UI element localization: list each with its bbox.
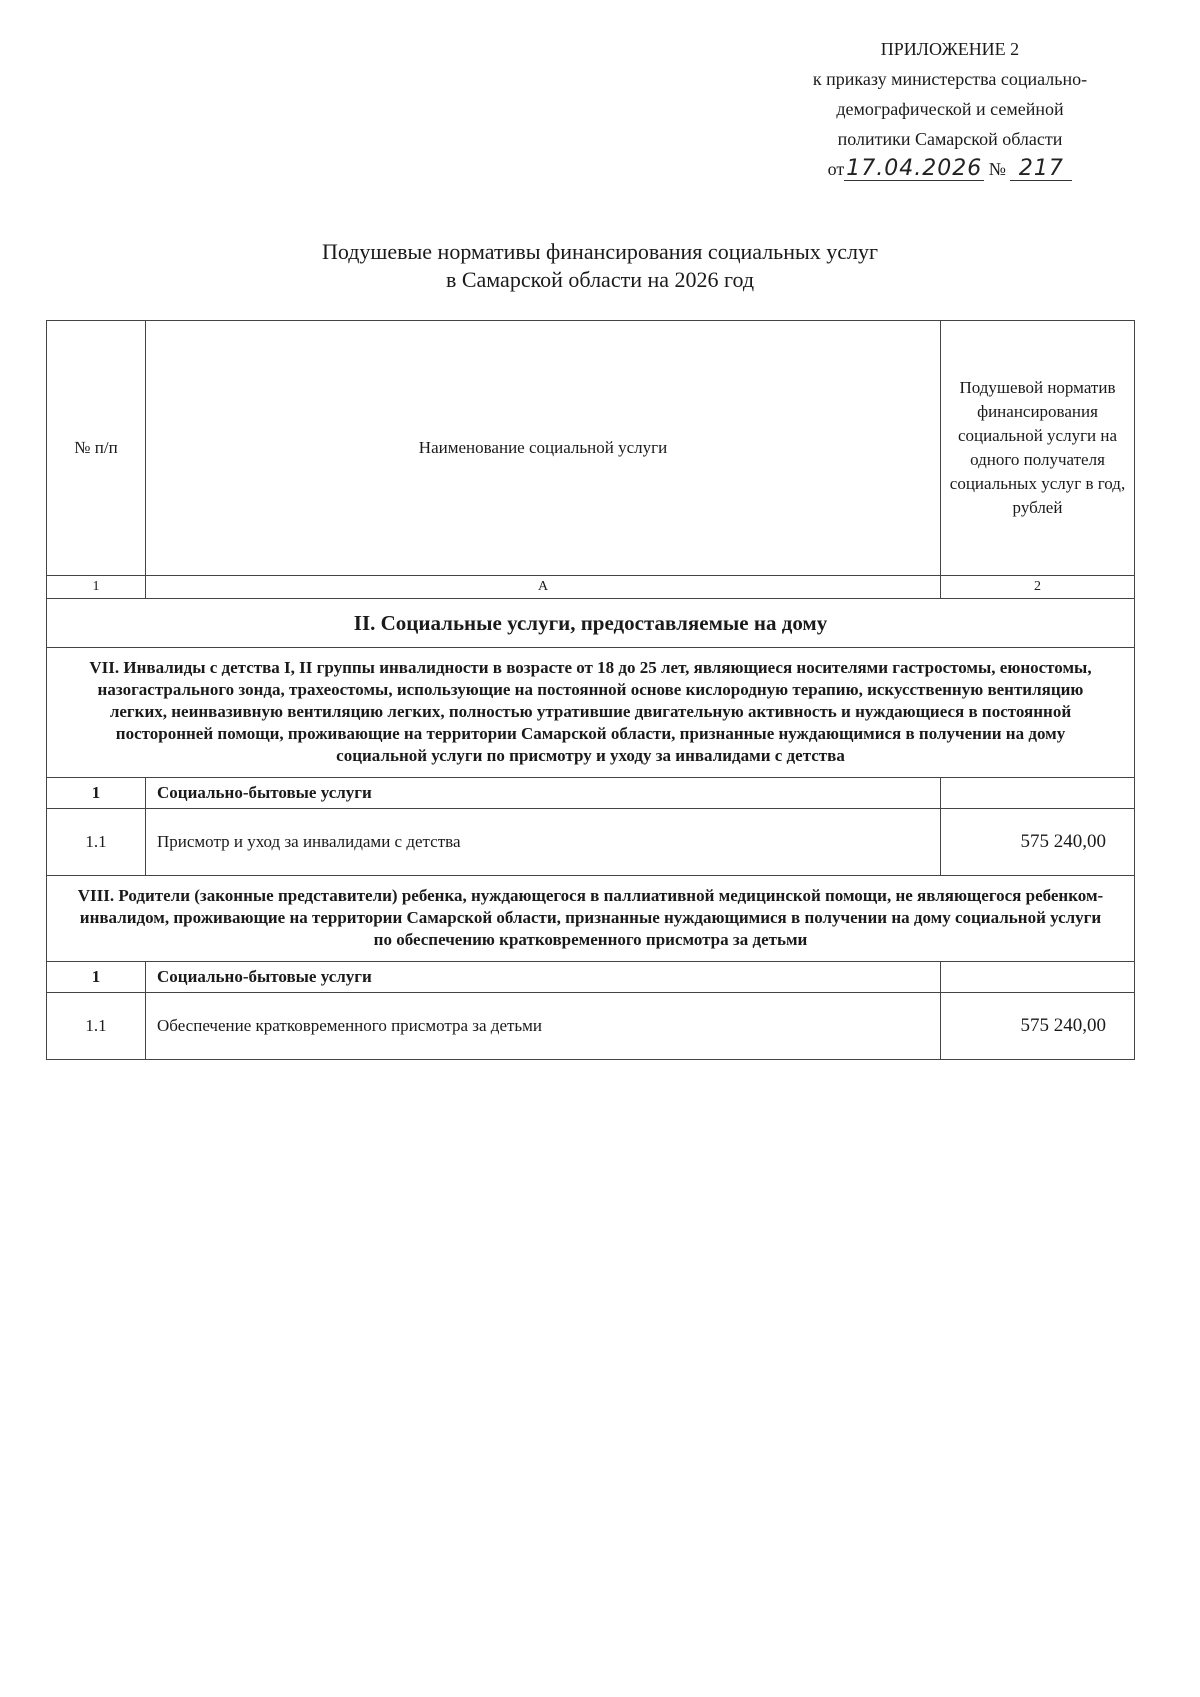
column-number-row xyxy=(47,576,1135,599)
category-row xyxy=(47,778,1135,809)
document-title xyxy=(0,238,1200,294)
section-row xyxy=(47,599,1135,648)
service-row xyxy=(47,993,1135,1060)
header-service-name: Наименование социальной услуги xyxy=(146,321,941,576)
service-number: 1.1 xyxy=(47,809,146,876)
appendix-line: к приказу министерства социально- xyxy=(812,69,1088,89)
category-row xyxy=(47,962,1135,993)
category-name: Социально-бытовые услуги xyxy=(146,778,941,809)
column-number: А xyxy=(146,576,941,599)
header-norm: Подушевой норматив финансирования социальной услуги на одного получателя социальных услуг в год, рублей xyxy=(941,321,1135,576)
number-prefix: № xyxy=(988,159,1006,179)
service-value: 575 240,00 xyxy=(941,993,1135,1060)
handwritten-number: 217 xyxy=(1010,158,1072,181)
title-line-1: Подушевые нормативы финансирования социальных услуг xyxy=(321,239,879,264)
group-row xyxy=(47,876,1135,962)
group-title: VIII. Родители (законные представители) ребенка, нуждающегося в паллиативной медицинской помощи, не являющегося ребенком-инвалидом, проживающие на территории Самарской области, признанные нуждающимися в получении на дому социальной услуги по обеспечению кратковременного присмотра за детьми xyxy=(47,876,1135,962)
service-name: Присмотр и уход за инвалидами с детства xyxy=(146,809,941,876)
appendix-line: демографической и семейной xyxy=(836,99,1064,119)
date-prefix: от xyxy=(827,159,845,179)
appendix-line: политики Самарской области xyxy=(837,129,1063,149)
category-number: 1 xyxy=(47,778,146,809)
appendix-date-row xyxy=(770,154,1130,184)
group-title: VII. Инвалиды с детства I, II группы инвалидности в возрасте от 18 до 25 лет, являющиеся носителями гастростомы, еюностомы, назогастрального зонда, трахеостомы, использующие на постоянной основе кислородную терапию, искусственную вентиляцию легких, неинвазивную вентиляцию легких, полностью утратившие двигательную активность и нуждающиеся в постоянной посторонней помощи, проживающие на территории Самарской области, признанные нуждающимися в получении на дому социальной услуги по присмотру и уходу за инвалидами с детства xyxy=(47,648,1135,778)
title-line-2: в Самарской области на 2026 год xyxy=(445,267,755,292)
service-number: 1.1 xyxy=(47,993,146,1060)
category-number: 1 xyxy=(47,962,146,993)
header-number: № п/п xyxy=(47,321,146,576)
norms-table xyxy=(46,320,1135,1060)
category-value xyxy=(941,778,1135,809)
appendix-title: ПРИЛОЖЕНИЕ 2 xyxy=(880,39,1020,59)
appendix-block xyxy=(770,34,1130,184)
service-row xyxy=(47,809,1135,876)
section-title: II. Социальные услуги, предоставляемые на дому xyxy=(47,599,1135,648)
column-number: 2 xyxy=(941,576,1135,599)
handwritten-date: 17.04.2026 xyxy=(844,158,984,181)
service-value: 575 240,00 xyxy=(941,809,1135,876)
table-header-row xyxy=(47,321,1135,576)
category-value xyxy=(941,962,1135,993)
column-number: 1 xyxy=(47,576,146,599)
group-row xyxy=(47,648,1135,778)
category-name: Социально-бытовые услуги xyxy=(146,962,941,993)
service-name: Обеспечение кратковременного присмотра за детьми xyxy=(146,993,941,1060)
